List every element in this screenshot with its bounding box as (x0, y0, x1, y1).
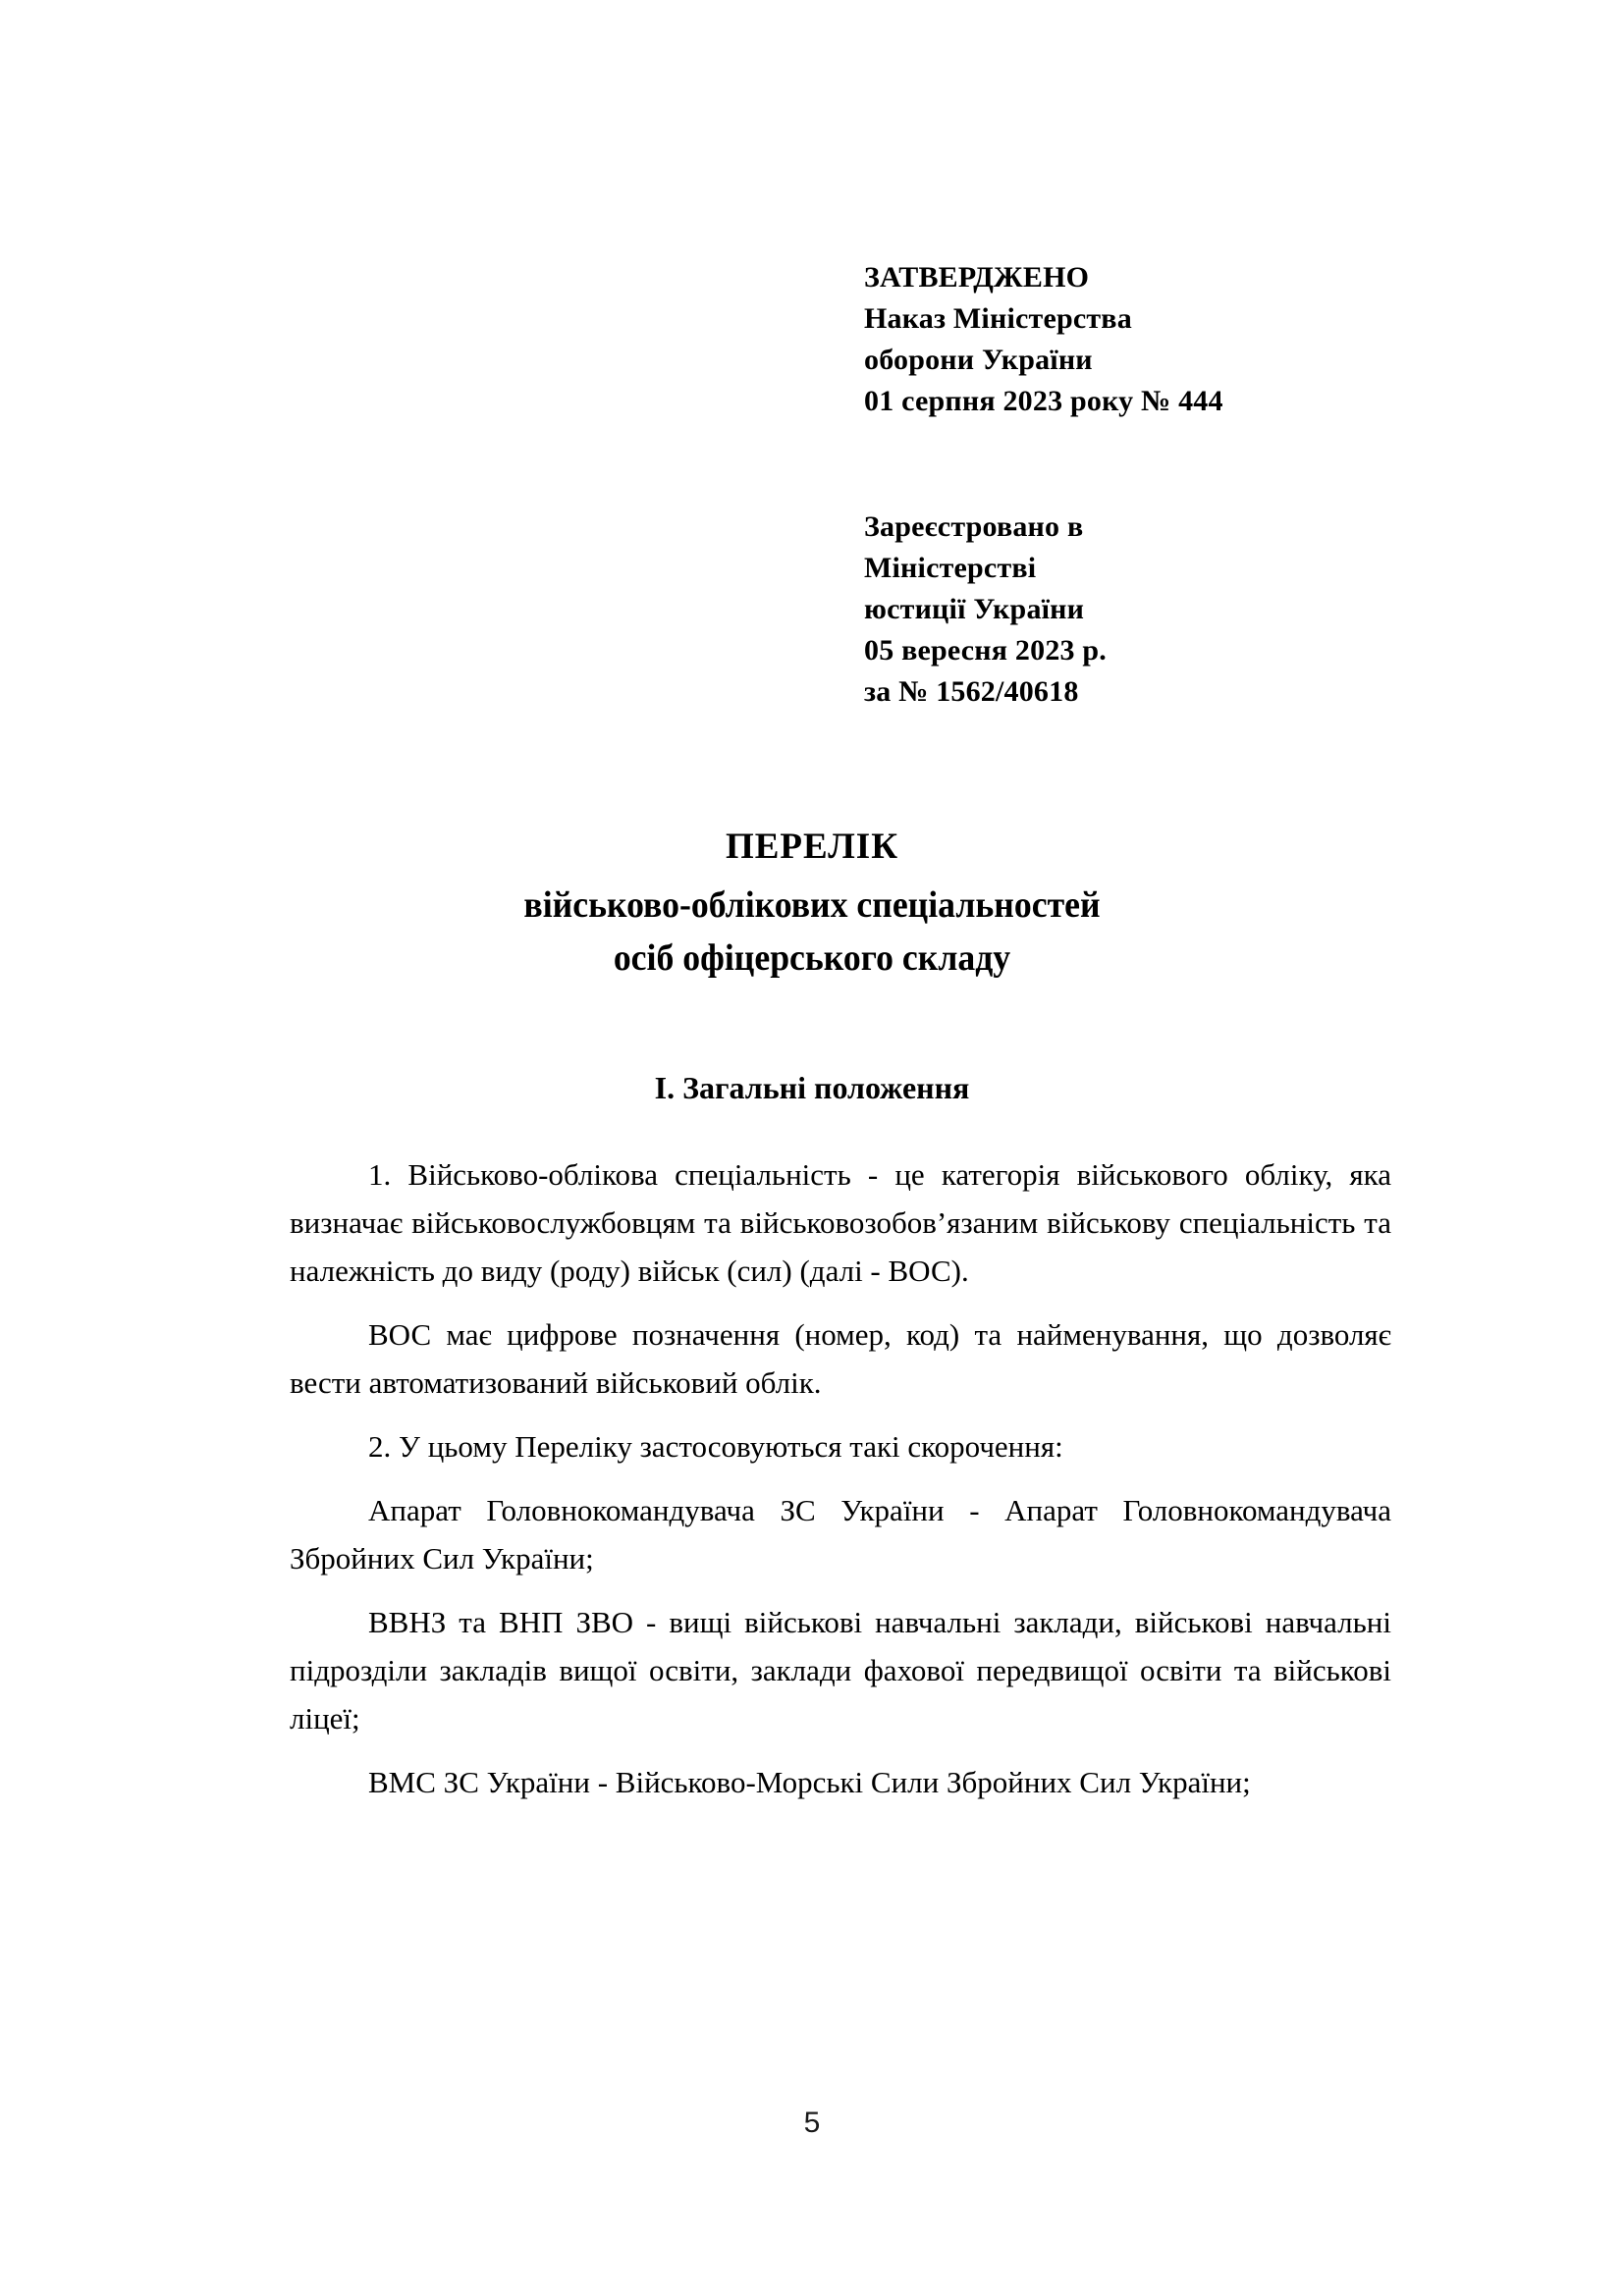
document-title-subtitle (49, 879, 1576, 985)
registration-line-4: 05 вересня 2023 р. (864, 634, 1107, 667)
section-heading: I. Загальні положення (654, 1070, 970, 1105)
registration-line-2: Міністерстві (864, 552, 1037, 584)
approval-block (864, 257, 1414, 422)
approval-line-3: оборони України (864, 344, 1093, 376)
approval-line-2: Наказ Міністерства (864, 302, 1132, 335)
document-title-subtitle-line-1: військово-облікових спеціальностей (523, 884, 1101, 926)
registration-line-5: за № 1562/40618 (864, 675, 1079, 708)
page-number: 5 (803, 2107, 821, 2139)
abbreviation-aparat-holovnokomanduvacha: Апарат Головнокомандувача ЗС України - Апарат Головнокомандувача Збройних Сил України; (290, 1493, 1391, 1575)
registration-line-1: Зареєстровано в (864, 510, 1084, 543)
approval-line-4: 01 серпня 2023 року № 444 (864, 385, 1223, 417)
body-text (290, 1150, 1391, 1806)
abbreviation-vms-zs-ukrainy: ВМС ЗС України - Військово-Морські Сили Збройних Сил України; (368, 1765, 1251, 1799)
paragraph-vos-numbering: ВОС має цифрове позначення (номер, код) та найменування, що дозволяє вести автоматизований військовий облік. (290, 1317, 1391, 1400)
registration-block (864, 507, 1414, 713)
registration-line-3: юстиції України (864, 593, 1085, 625)
document-title-subtitle-line-2: осіб офіцерського складу (613, 937, 1011, 979)
paragraph-abbreviations-intro: 2. У цьому Переліку застосовуються такі скорочення: (368, 1429, 1063, 1464)
paragraph-definition-vos: 1. Військово-облікова спеціальність - це категорія військового обліку, яка визначає військовослужбовцям та військовозобов’язаним військову спеціальність та належність до виду (роду) військ (сил) (далі - ВОС). (290, 1157, 1391, 1288)
document-title-main: ПЕРЕЛІК (725, 827, 899, 867)
abbreviation-vvnz-vnp-zvo: ВВНЗ та ВНП ЗВО - вищі військові навчальні заклади, військові навчальні підрозділи закладів вищої освіти, заклади фахової передвищої освіти та військові ліцеї; (290, 1605, 1391, 1735)
approval-line-1: ЗАТВЕРДЖЕНО (864, 261, 1090, 294)
